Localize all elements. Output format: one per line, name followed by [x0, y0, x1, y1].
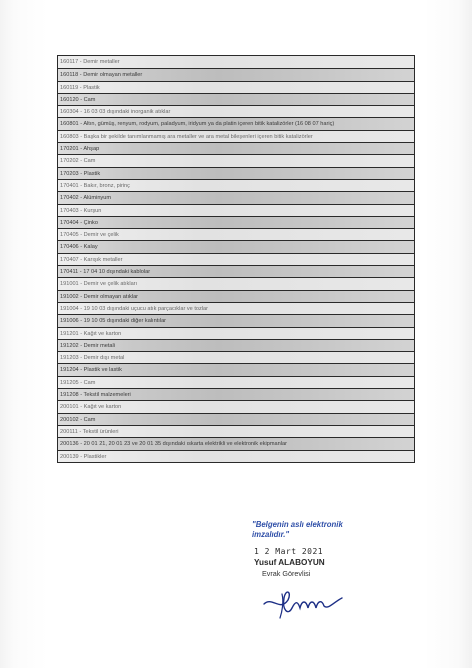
table-row: 170401 - Bakır, bronz, pirinç [58, 179, 414, 191]
table-row: 170411 - 17 04 10 dışındaki kablolar [58, 265, 414, 277]
table-row: 160117 - Demir metaller [58, 56, 414, 68]
table-row: 170407 - Karışık metaller [58, 253, 414, 265]
table-row: 191204 - Plastik ve lastik [58, 363, 414, 375]
officer-title: Evrak Görevlisi [262, 569, 311, 578]
table-row: 200139 - Plastikler [58, 450, 414, 462]
table-row: 191203 - Demir dışı metal [58, 351, 414, 363]
table-row: 160119 - Plastik [58, 81, 414, 93]
table-row: 200101 - Kağıt ve karton [58, 400, 414, 412]
table-row: 170203 - Plastik [58, 167, 414, 179]
handwritten-signature [258, 582, 348, 622]
table-row: 191202 - Demir metali [58, 339, 414, 351]
electronic-signature-note: "Belgenin aslı elektronik imzalıdır." [252, 520, 343, 539]
table-row: 160803 - Başka bir şekilde tanımlanmamış ara metaller ve ara metal bileşenleri içeren bitik katalizörler [58, 130, 414, 142]
table-row: 200136 - 20 01 21, 20 01 23 ve 20 01 35 dışındaki ıskarta elektrikli ve elektronik ekipmanlar [58, 437, 414, 449]
table-row: 200111 - Tekstil ürünleri [58, 425, 414, 437]
stamp-date: 1 2 Mart 2021 [254, 547, 324, 556]
table-row: 160801 - Altın, gümüş, renyum, rodyum, paladyum, iridyum ya da platin içeren bitik katalizörler (16 08 07 hariç) [58, 117, 414, 129]
table-row: 191001 - Demir ve çelik atıkları [58, 277, 414, 289]
table-row: 160120 - Cam [58, 93, 414, 105]
table-row: 170202 - Cam [58, 154, 414, 166]
table-row: 170201 - Ahşap [58, 142, 414, 154]
waste-code-table [57, 55, 415, 463]
table-row: 191006 - 19 10 05 dışındaki diğer kalıntılar [58, 314, 414, 326]
table-row: 170404 - Çinko [58, 216, 414, 228]
table-row: 191002 - Demir olmayan atıklar [58, 290, 414, 302]
table-row: 191205 - Cam [58, 376, 414, 388]
table-row: 191201 - Kağıt ve karton [58, 327, 414, 339]
table-row: 160118 - Demir olmayan metaller [58, 68, 414, 80]
table-row: 191208 - Tekstil malzemeleri [58, 388, 414, 400]
officer-name: Yusuf ALABOYUN [254, 558, 325, 567]
table-row: 191004 - 19 10 03 dışındaki uçucu atık parçacıklar ve tozlar [58, 302, 414, 314]
table-row: 170402 - Alüminyum [58, 191, 414, 203]
table-row: 170403 - Kurşun [58, 204, 414, 216]
table-row: 170406 - Kalay [58, 240, 414, 252]
table-row: 200102 - Cam [58, 413, 414, 425]
table-row: 160304 - 16 03 03 dışındaki inorganik atıklar [58, 105, 414, 117]
table-row: 170405 - Demir ve çelik [58, 228, 414, 240]
